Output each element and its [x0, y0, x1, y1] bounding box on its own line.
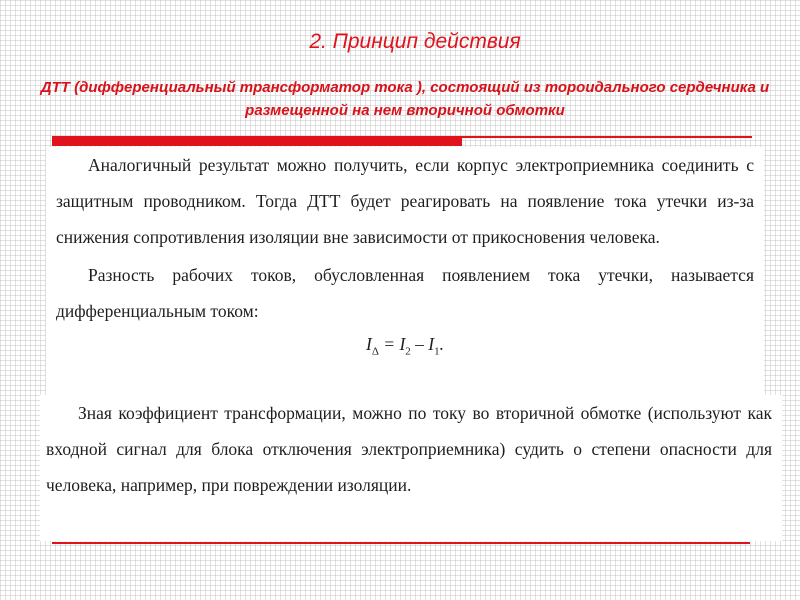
paragraph-transformation-ratio: Зная коэффициент трансформации, можно по току во вторичной обмотке (используют как входной сигнал для блока отключения электроприемника) судить о степени опасности для человека, например, при повреждении изоляции.	[46, 403, 772, 495]
formula-lhs: I	[366, 334, 372, 354]
paragraph-differential-current: Разность рабочих токов, обусловленная появлением тока утечки, называется дифференциальным током:	[56, 265, 754, 321]
formula-equals: =	[378, 334, 400, 354]
formula-lhs-sub: Δ	[371, 345, 379, 358]
text-block-lower	[40, 395, 782, 541]
formula-differential-current	[56, 329, 754, 367]
red-rule-bottom	[52, 542, 750, 544]
formula-minus: –	[410, 334, 429, 354]
formula-term1-sub: 2	[405, 345, 411, 358]
slide-title: 2. Принцип действия	[309, 30, 521, 53]
red-rule-thick	[52, 136, 462, 146]
formula-term2-sub: 1	[434, 345, 440, 358]
formula-end: .	[439, 334, 444, 354]
text-block-upper	[46, 147, 764, 403]
paragraph-similar-result: Аналогичный результат можно получить, если корпус электроприемника соединить с защитным проводником. Тогда ДТТ будет реагировать на появление тока утечки из-за снижения сопротивления изоляции вне зависимости от прикосновения человека.	[56, 155, 754, 247]
red-rule-thin-top	[462, 136, 752, 138]
slide-subtitle: ДТТ (дифференциальный трансформатор тока ), состоящий из тороидального сердечника и размещенной на нем вторичной обмотки	[40, 79, 770, 119]
formula-term2: I	[428, 334, 435, 354]
formula-term1: I	[399, 334, 406, 354]
